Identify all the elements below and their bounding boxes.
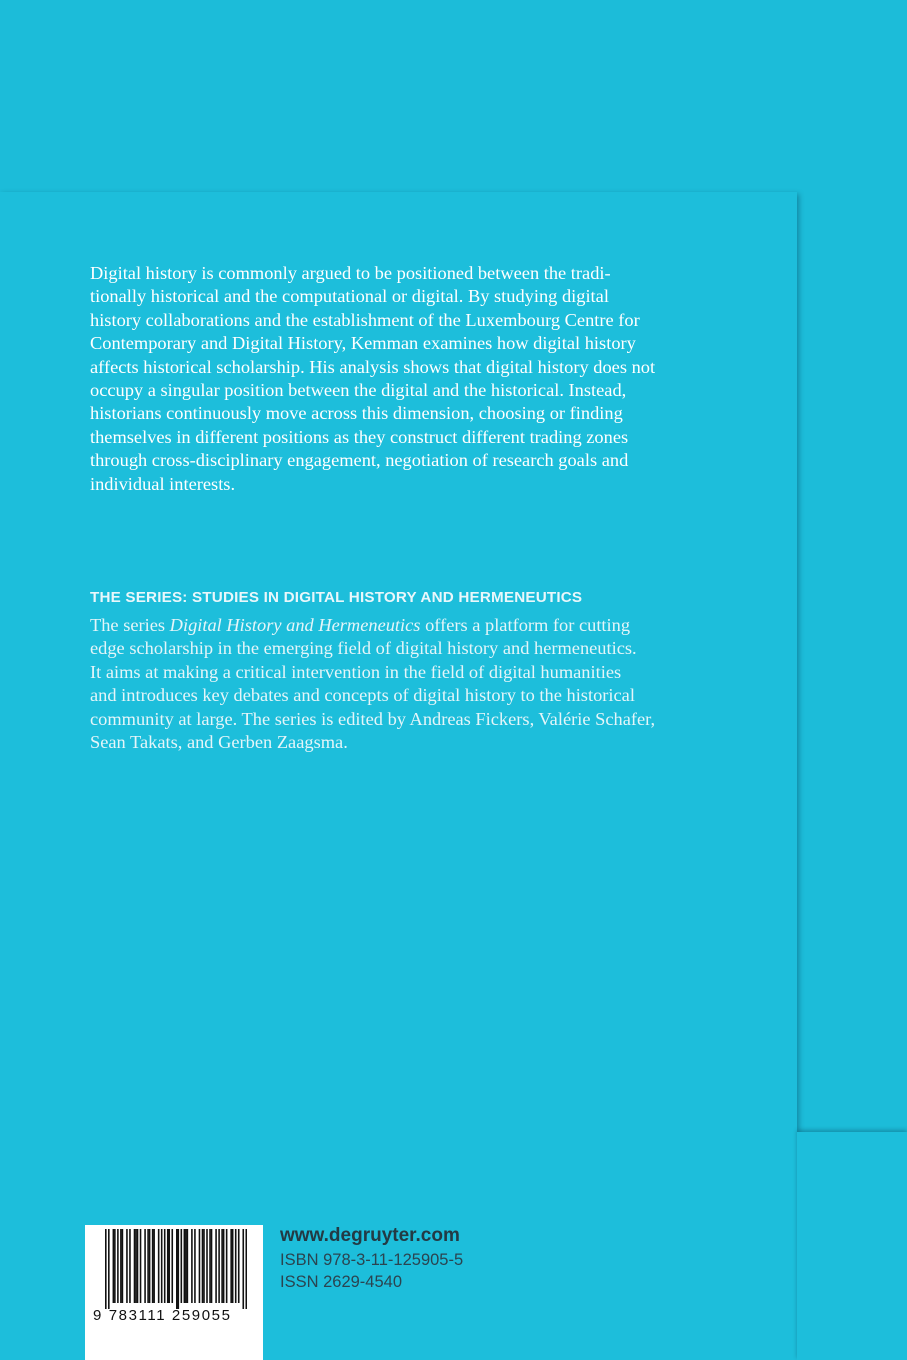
issn-number: ISSN 2629-4540 xyxy=(280,1273,403,1291)
series-heading: THE SERIES: STUDIES IN DIGITAL HISTORY AND HERMENEUTICS xyxy=(90,589,583,606)
series-intro: The series xyxy=(90,615,170,635)
book-description: Digital history is commonly argued to be positioned between the tradi- tionally historical and the computational or digital. By studying digital history collaborations and the establishment of the Luxembourg Centre for Contemporary and Digital History, Kemman examines how digital history affects historical scholarship. His analysis shows that digital history does not occupy a singular position between the digital and the historical. Instead, historians continuously move across this dimension, choosing or finding themselves in different positions as they construct different trading zones through cross-disciplinary engagement, negotiation of research goals and individual interests. xyxy=(90,263,656,494)
series-description xyxy=(90,614,740,754)
barcode-digits: 9 783111 259055 xyxy=(93,1307,232,1324)
publisher-url[interactable]: www.degruyter.com xyxy=(280,1225,460,1246)
series-title: Digital History and Hermeneutics xyxy=(169,615,421,635)
back-cover-side-panel xyxy=(797,1132,907,1360)
series-body: offers a platform for cutting edge scholarship in the emerging field of digital history and hermeneutics. It aims at making a critical intervention in the field of digital humanities and introduces key debates and concepts of digital history to the historical community at large. The series is edited by Andreas Fickers, Valérie Schafer, Sean Takats, and Gerben Zaagsma. xyxy=(90,615,656,753)
isbn-number: ISBN 978-3-11-125905-5 xyxy=(280,1251,464,1269)
isbn-barcode xyxy=(85,1225,263,1360)
barcode-bars xyxy=(105,1229,247,1309)
